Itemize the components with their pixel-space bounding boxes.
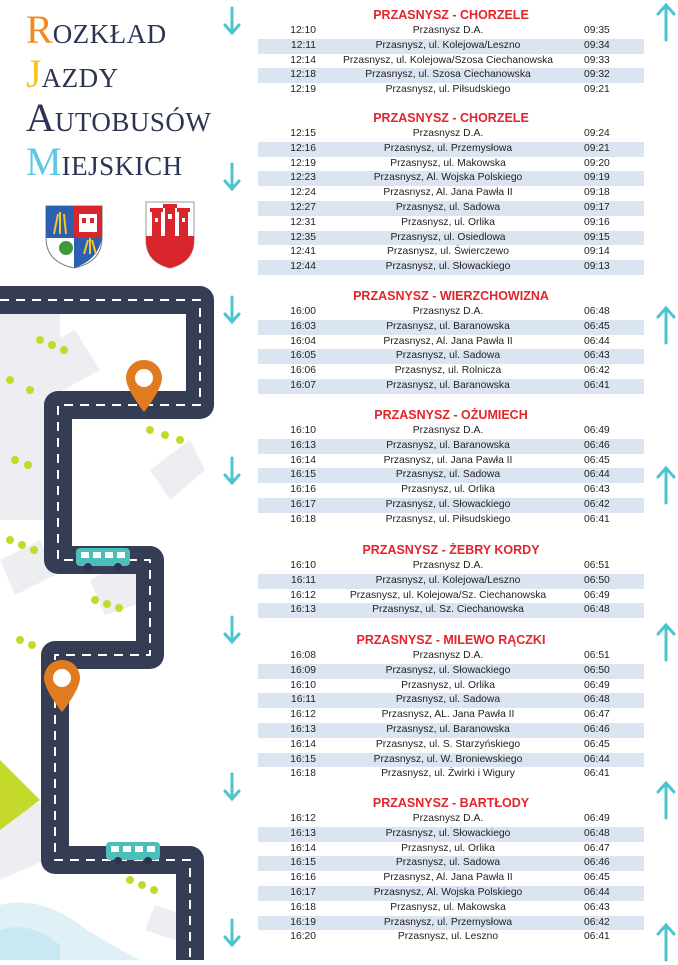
return-time: 09:20 [584, 157, 610, 169]
title-line-1 [26, 6, 167, 53]
route-title: PRZASNYSZ - CHORZELE [373, 8, 529, 22]
return-time: 06:51 [584, 560, 610, 571]
return-time: 06:45 [584, 320, 610, 332]
stop-name: Przasnysz, ul. Baranowska [386, 379, 510, 391]
return-time: 06:48 [584, 604, 610, 616]
return-time: 06:43 [584, 901, 610, 913]
table-row [258, 738, 644, 753]
stop-name: Przasnysz, ul. Przemysłowa [383, 142, 513, 154]
return-time: 06:45 [584, 454, 610, 466]
departure-time: 12:16 [290, 142, 316, 154]
departure-time: 16:18 [290, 768, 316, 780]
return-time: 06:45 [584, 738, 610, 750]
table-row [258, 68, 644, 83]
departure-time: 16:10 [290, 679, 316, 691]
table-row [258, 827, 644, 842]
return-time: 06:50 [584, 574, 610, 586]
departure-time: 12:44 [290, 261, 316, 273]
route-section [258, 109, 644, 275]
stop-name: Przasnysz, ul. Żwirki i Wigury [381, 768, 515, 780]
arrow-down-icon [222, 162, 242, 192]
departure-time: 12:31 [290, 216, 316, 228]
departure-time: 16:04 [290, 335, 316, 347]
table-row [258, 649, 644, 664]
stop-name: Przasnysz, Al. Jana Pawła II [383, 872, 513, 884]
table-row [258, 157, 644, 172]
departure-time: 12:14 [290, 54, 316, 66]
arrow-up-icon [655, 780, 677, 820]
departure-time: 12:15 [290, 128, 316, 139]
stop-name: Przasnysz, ul. Słowackiego [385, 261, 511, 273]
return-time: 06:47 [584, 709, 610, 721]
departure-time: 16:13 [290, 723, 316, 735]
table-row [258, 231, 644, 246]
stop-name: Przasnysz, ul. Szosa Ciechanowska [365, 69, 531, 81]
departure-time: 16:12 [290, 709, 316, 721]
table-row [258, 127, 644, 142]
departure-time: 16:18 [290, 513, 316, 525]
table-row [258, 886, 644, 901]
route-section [258, 287, 644, 394]
stop-name: Przasnysz, Al. Jana Pawła II [383, 335, 513, 347]
table-row [258, 320, 644, 335]
table-row [258, 454, 644, 469]
stop-name: Przasnysz, ul. Kolejowa/Sz. Ciechanowska [349, 589, 547, 601]
stop-name: Przasnysz, ul. Orlika [401, 842, 495, 854]
return-time: 06:41 [584, 768, 610, 780]
return-time: 06:46 [584, 857, 610, 869]
return-time: 09:34 [584, 39, 610, 51]
return-time: 06:44 [584, 469, 610, 481]
table-row [258, 260, 644, 275]
table-row [258, 693, 644, 708]
stop-name: Przasnysz, ul. Orlika [401, 484, 495, 496]
arrow-up-icon [655, 622, 677, 662]
title-rest-3: UTOBUSÓW [54, 107, 212, 137]
title-initial-a: A [26, 95, 55, 140]
stop-name: Przasnysz, ul. Słowackiego [385, 498, 511, 510]
departure-time: 16:17 [290, 498, 316, 510]
return-time: 06:42 [584, 916, 610, 928]
return-time: 06:46 [584, 723, 610, 735]
arrow-down-icon [222, 772, 242, 802]
table-row [258, 603, 644, 618]
departure-time: 12:35 [290, 231, 316, 243]
table-row [258, 245, 644, 260]
table-row [258, 364, 644, 379]
route-section [258, 6, 644, 98]
table-row [258, 39, 644, 54]
departure-time: 16:17 [290, 886, 316, 898]
return-time: 06:45 [584, 872, 610, 884]
return-time: 06:49 [584, 679, 610, 691]
return-time: 06:48 [584, 694, 610, 706]
stop-name: Przasnysz D.A. [412, 560, 484, 571]
table-row [258, 856, 644, 871]
return-time: 09:32 [584, 69, 610, 81]
departure-time: 16:05 [290, 350, 316, 362]
return-time: 06:44 [584, 886, 610, 898]
table-row [258, 812, 644, 827]
stop-name: Przasnysz, ul. Piłsudskiego [385, 84, 511, 96]
departure-time: 16:00 [290, 306, 316, 317]
return-time: 06:46 [584, 439, 610, 451]
return-time: 06:48 [584, 827, 610, 839]
stop-name: Przasnysz, ul. Orlika [401, 216, 495, 228]
stop-name: Przasnysz, ul. Kolejowa/Leszno [375, 574, 521, 586]
stop-name: Przasnysz, ul. Baranowska [386, 723, 510, 735]
departure-time: 16:12 [290, 813, 316, 824]
stop-name: Przasnysz, ul. Świerczewo [387, 246, 509, 258]
stop-name: Przasnysz, ul. Sz. Ciechanowska [372, 604, 524, 616]
stop-name: Przasnysz, ul. Sadowa [395, 350, 501, 362]
return-time: 09:35 [584, 25, 610, 36]
table-row [258, 753, 644, 768]
return-time: 09:18 [584, 187, 610, 199]
table-row [258, 708, 644, 723]
table-row [258, 142, 644, 157]
departure-time: 16:15 [290, 469, 316, 481]
stop-name: Przasnysz, ul. Kolejowa/Szosa Ciechanowska [342, 54, 554, 66]
departure-time: 16:06 [290, 365, 316, 377]
stop-name: Przasnysz D.A. [412, 128, 484, 139]
stop-name: Przasnysz, Al. Jana Pawła II [383, 187, 513, 199]
stop-name: Przasnysz, ul. Sadowa [395, 857, 501, 869]
stop-name: Przasnysz, Al. Wojska Polskiego [373, 172, 523, 184]
stop-name: Przasnysz, ul. Makowska [390, 157, 506, 169]
arrow-down-icon [222, 615, 242, 645]
departure-time: 16:15 [290, 753, 316, 765]
title-rest-2: AZDY [41, 63, 119, 93]
table-row [258, 379, 644, 394]
table-row [258, 930, 644, 945]
title-initial-j: J [26, 51, 42, 96]
departure-time: 12:41 [290, 246, 316, 258]
departure-time: 16:14 [290, 738, 316, 750]
stop-name: Przasnysz, Al. Wojska Polskiego [373, 886, 523, 898]
return-time: 06:51 [584, 650, 610, 661]
departure-time: 12:18 [290, 69, 316, 81]
table-row [258, 439, 644, 454]
table-row [258, 589, 644, 604]
bus-icon [104, 838, 162, 868]
departure-time: 16:19 [290, 916, 316, 928]
table-row [258, 513, 644, 528]
return-time: 06:41 [584, 931, 610, 943]
return-time: 09:17 [584, 201, 610, 213]
arrow-down-icon [222, 295, 242, 325]
return-time: 09:21 [584, 84, 610, 96]
stop-name: Przasnysz, ul. Piłsudskiego [385, 513, 511, 525]
table-row [258, 871, 644, 886]
table-row [258, 559, 644, 574]
departure-time: 16:20 [290, 931, 316, 943]
table-row [258, 216, 644, 231]
coat-of-arms-gmina-icon [44, 204, 104, 270]
arrow-up-icon [655, 305, 677, 345]
title-line-4 [26, 138, 183, 185]
table-row [258, 186, 644, 201]
table-row [258, 723, 644, 738]
departure-time: 16:13 [290, 604, 316, 616]
route-section [258, 406, 644, 528]
stop-name: Przasnysz, ul. Baranowska [386, 320, 510, 332]
route-section [258, 631, 644, 782]
arrow-up-icon [655, 922, 677, 962]
departure-time: 16:11 [290, 574, 316, 586]
departure-time: 12:11 [290, 39, 316, 51]
departure-time: 16:13 [290, 439, 316, 451]
departure-time: 12:19 [290, 157, 316, 169]
table-row [258, 679, 644, 694]
departure-time: 12:10 [290, 25, 316, 36]
title-rest-4: IEJSKICH [61, 151, 183, 181]
stop-name: Przasnysz D.A. [412, 25, 484, 36]
return-time: 06:42 [584, 498, 610, 510]
route-rows [258, 127, 644, 275]
departure-time: 16:11 [290, 694, 316, 706]
table-row [258, 305, 644, 320]
return-time: 06:49 [584, 589, 610, 601]
return-time: 09:14 [584, 246, 610, 258]
departure-time: 16:10 [290, 425, 316, 436]
stop-name: Przasnysz, ul. Osiedlowa [390, 231, 506, 243]
arrow-down-icon [222, 6, 242, 36]
return-time: 09:15 [584, 231, 610, 243]
departure-time: 16:12 [290, 589, 316, 601]
table-row [258, 574, 644, 589]
return-time: 06:43 [584, 484, 610, 496]
stop-name: Przasnysz, ul. Sadowa [395, 694, 501, 706]
table-row [258, 767, 644, 782]
stop-name: Przasnysz, ul. S. Starzyńskiego [375, 738, 521, 750]
stop-name: Przasnysz, ul. Słowackiego [385, 827, 511, 839]
route-section [258, 541, 644, 618]
return-time: 09:13 [584, 261, 610, 273]
departure-time: 12:19 [290, 84, 316, 96]
stop-name: Przasnysz, ul. Słowackiego [385, 664, 511, 676]
stop-name: Przasnysz D.A. [412, 425, 484, 436]
stop-name: Przasnysz, ul. Sadowa [395, 201, 501, 213]
stop-name: Przasnysz, ul. Sadowa [395, 469, 501, 481]
return-time: 06:42 [584, 365, 610, 377]
arrow-up-icon [655, 465, 677, 505]
stop-name: Przasnysz, ul. Rolnicza [394, 365, 502, 377]
return-time: 09:19 [584, 172, 610, 184]
departure-time: 12:23 [290, 172, 316, 184]
stop-name: Przasnysz, ul. Leszno [397, 931, 499, 943]
table-row [258, 916, 644, 931]
return-time: 06:49 [584, 813, 610, 824]
table-row [258, 842, 644, 857]
departure-time: 16:10 [290, 560, 316, 571]
departure-time: 16:14 [290, 454, 316, 466]
return-time: 06:41 [584, 379, 610, 391]
return-time: 06:50 [584, 664, 610, 676]
arrow-down-icon [222, 918, 242, 948]
return-time: 06:43 [584, 350, 610, 362]
arrow-up-icon [655, 2, 677, 42]
departure-time: 16:14 [290, 842, 316, 854]
table-row [258, 901, 644, 916]
route-title: PRZASNYSZ - CHORZELE [373, 111, 529, 125]
stop-name: Przasnysz D.A. [412, 306, 484, 317]
route-title: PRZASNYSZ - WIERZCHOWIZNA [353, 289, 549, 303]
table-row [258, 468, 644, 483]
stop-name: Przasnysz D.A. [412, 650, 484, 661]
stop-name: Przasnysz, AL. Jana Pawła II [381, 709, 515, 721]
return-time: 09:24 [584, 128, 610, 139]
departure-time: 16:03 [290, 320, 316, 332]
title-rest-1: OZKŁAD [52, 19, 167, 49]
departure-time: 16:13 [290, 827, 316, 839]
coat-of-arms-przasnysz-icon [144, 200, 196, 270]
return-time: 09:16 [584, 216, 610, 228]
table-row [258, 424, 644, 439]
stop-name: Przasnysz, ul. Jana Pawła II [383, 454, 513, 466]
route-section [258, 794, 644, 945]
departure-time: 16:08 [290, 650, 316, 661]
stop-name: Przasnysz D.A. [412, 813, 484, 824]
table-row [258, 201, 644, 216]
table-row [258, 664, 644, 679]
route-rows [258, 24, 644, 98]
return-time: 06:44 [584, 753, 610, 765]
departure-time: 16:07 [290, 379, 316, 391]
arrow-down-icon [222, 456, 242, 486]
return-time: 09:33 [584, 54, 610, 66]
bus-icon [74, 544, 132, 574]
return-time: 06:49 [584, 425, 610, 436]
table-row [258, 171, 644, 186]
decorative-panel [0, 0, 250, 960]
departure-time: 16:16 [290, 484, 316, 496]
stop-name: Przasnysz, ul. Baranowska [386, 439, 510, 451]
title-line-2 [26, 50, 119, 97]
route-title: PRZASNYSZ - OŻUMIECH [374, 408, 528, 422]
route-rows [258, 649, 644, 782]
return-time: 09:21 [584, 142, 610, 154]
title-initial-m: M [26, 139, 62, 184]
route-title: PRZASNYSZ - ŻEBRY KORDY [362, 543, 540, 557]
departure-time: 16:16 [290, 872, 316, 884]
stop-name: Przasnysz, ul. Kolejowa/Leszno [375, 39, 521, 51]
departure-time: 16:15 [290, 857, 316, 869]
route-title: PRZASNYSZ - BARTŁODY [372, 796, 530, 810]
title-initial-r: R [26, 7, 53, 52]
table-row [258, 349, 644, 364]
stop-name: Przasnysz, ul. Przemysłowa [383, 916, 513, 928]
return-time: 06:47 [584, 842, 610, 854]
return-time: 06:44 [584, 335, 610, 347]
stop-name: Przasnysz, ul. Makowska [390, 901, 506, 913]
table-row [258, 335, 644, 350]
departure-time: 12:27 [290, 201, 316, 213]
route-rows [258, 559, 644, 618]
title-line-3 [26, 94, 211, 141]
departure-time: 12:24 [290, 187, 316, 199]
departure-time: 16:18 [290, 901, 316, 913]
map-pin-icon [42, 658, 82, 714]
stop-name: Przasnysz, ul. W. Broniewskiego [373, 753, 523, 765]
route-rows [258, 305, 644, 394]
table-row [258, 83, 644, 98]
table-row [258, 498, 644, 513]
departure-time: 16:09 [290, 664, 316, 676]
return-time: 06:48 [584, 306, 610, 317]
table-row [258, 54, 644, 69]
table-row [258, 24, 644, 39]
route-rows [258, 424, 644, 528]
route-title: PRZASNYSZ - MILEWO RĄCZKI [356, 633, 546, 647]
stop-name: Przasnysz, ul. Orlika [401, 679, 495, 691]
route-rows [258, 812, 644, 945]
map-pin-icon [124, 358, 164, 414]
table-row [258, 483, 644, 498]
return-time: 06:41 [584, 513, 610, 525]
